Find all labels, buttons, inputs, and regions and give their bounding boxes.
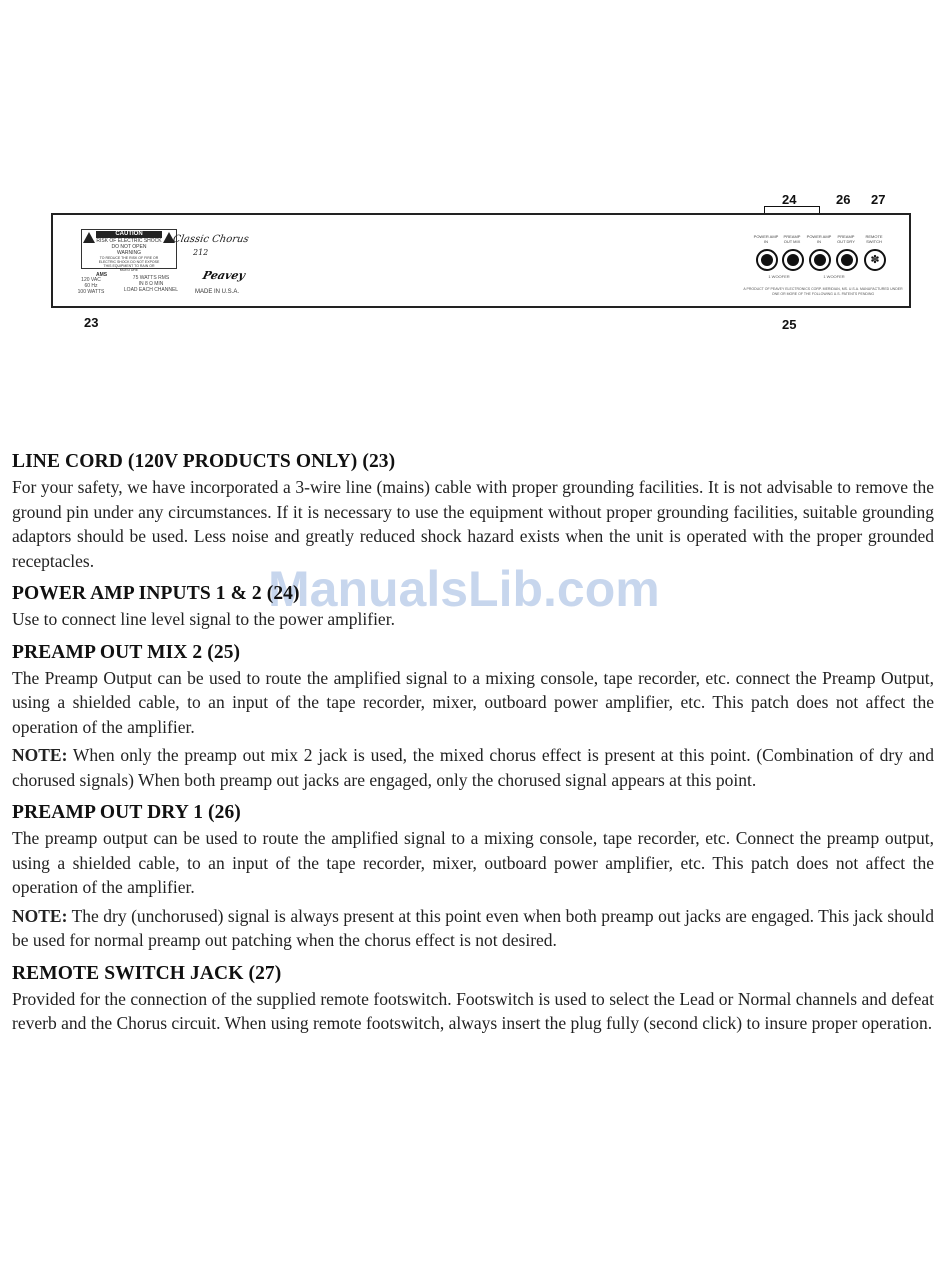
patent-text: A PRODUCT OF PEAVEY ELECTRONICS CORP. MERIDIAN, MS. U.S.A. MANUFACTURED UNDER ONE OR MORE OF THE FOLLOWING U.S. PATENTS PENDING: [743, 287, 903, 296]
section-body: The preamp output can be used to route the amplified signal to a mixing console, tape recorder, etc. Connect the preamp output, using a shielded cable, to an input of the tape recorder, mixer, outboard power amplifier, etc. This patch does not affect the operation of the amplifier.: [12, 828, 934, 897]
section-power-amp-inputs: [12, 581, 934, 632]
section-note: [12, 904, 934, 953]
sub-label-left: 1 WOOFER: [768, 274, 790, 279]
note-text: When only the preamp out mix 2 jack is used, the mixed chorus effect is present at this point. (Combination of dry and chorused signals) When both preamp out jacks are engaged, only the chorused signal appears at this point.: [12, 745, 934, 790]
power-amp-input-2-jack: [809, 249, 831, 271]
rear-panel-figure: [0, 0, 950, 360]
section-preamp-out-dry: [12, 800, 934, 953]
sub-label-right: 1 WOOFER: [823, 274, 845, 279]
made-in-label: MADE IN U.S.A.: [195, 289, 240, 295]
preamp-out-mix-jack: [782, 249, 804, 271]
section-line-cord: [12, 449, 934, 573]
callout-23: 23: [84, 315, 99, 330]
warning-triangle-icon: [83, 232, 95, 243]
model-name: Classic Chorus: [172, 234, 250, 245]
section-heading: REMOTE SWITCH JACK (27): [12, 962, 282, 984]
jack-label-preamp-out-mix: PREAMP OUT MIX: [783, 234, 801, 244]
output-spec: 75 WATTS RMS IN 8 Ω MIN LOAD EACH CHANNEL: [123, 275, 179, 293]
warning-title: WARNING: [117, 250, 141, 256]
power-amp-input-1-jack: [756, 249, 778, 271]
section-heading: POWER AMP INPUTS 1 & 2 (24): [12, 583, 300, 604]
section-heading: LINE CORD (120V PRODUCTS ONLY) (23): [12, 451, 396, 472]
section-body: Use to connect line level signal to the power amplifier.: [12, 609, 395, 629]
jack-label-power-amp-in-2: POWER AMP IN: [806, 234, 832, 244]
section-heading: PREAMP OUT DRY 1 (26): [12, 802, 241, 823]
section-remote-switch-jack: [12, 961, 934, 1036]
warning-text: TO REDUCE THE RISK OF FIRE OR ELECTRIC SHOCK DO NOT EXPOSE THIS EQUIPMENT TO RAIN OR MOISTURE: [98, 256, 160, 272]
watermark: ManualsLib.com: [268, 561, 660, 617]
caution-subtitle: RISK OF ELECTRIC SHOCK DO NOT OPEN: [96, 238, 162, 250]
caution-title: CAUTION: [96, 231, 162, 238]
jack-label-power-amp-in-1: POWER AMP IN: [753, 234, 779, 244]
remote-switch-jack-icon: ✽: [864, 249, 886, 271]
power-spec: 120 VAC 60 Hz 100 WATTS: [77, 277, 105, 295]
note-text: The dry (unchorused) signal is always present at this point even when both preamp out jacks are engaged. This jack should be used for normal preamp out patching when the chorus effect is not desired.: [12, 905, 934, 950]
callout-25: 25: [782, 317, 797, 332]
ams-text: AMS: [96, 272, 108, 278]
jack-label-preamp-out-dry: PREAMP OUT DRY: [837, 234, 855, 244]
note-label: NOTE:: [12, 905, 68, 926]
callout-26: 26: [836, 192, 851, 207]
caution-label: [81, 229, 177, 278]
preamp-out-dry-jack: [836, 249, 858, 271]
section-note: [12, 743, 934, 792]
model-number: 212: [193, 248, 209, 257]
section-heading: PREAMP OUT MIX 2 (25): [12, 641, 241, 663]
section-body: Provided for the connection of the supplied remote footswitch. Footswitch is used to select the Lead or Normal channels and defeat reverb and the Chorus circuit. When using remote footswitch, always insert the plug fully (second click) to insure proper operation.: [12, 988, 934, 1033]
note-label: NOTE:: [12, 745, 68, 765]
section-body: The Preamp Output can be used to route the amplified signal to a mixing console, tape recorder, etc. connect the Preamp Output, using a shielded cable, to an input of the tape recorder, mixer, outboard power amplifier, etc. This patch does not affect the operation of the amplifier.: [12, 667, 934, 737]
callout-27: 27: [871, 192, 886, 207]
document-body: [12, 449, 934, 1044]
jack-label-remote-switch: REMOTE SWITCH: [865, 234, 883, 244]
section-preamp-out-mix: [12, 640, 934, 793]
brand-logo: Peavey: [201, 269, 247, 282]
rear-panel: [51, 213, 911, 308]
callout-24: 24: [782, 192, 797, 207]
section-body: For your safety, we have incorporated a 3-wire line (mains) cable with proper grounding facilities. It is not advisable to remove the ground pin under any circumstances. If it is necessary to use the equipment without proper grounding facilities, suitable grounding adaptors should be used. Less noise and greatly reduced shock hazard exists when the unit is operated with the proper grounded receptacles.: [12, 477, 934, 571]
